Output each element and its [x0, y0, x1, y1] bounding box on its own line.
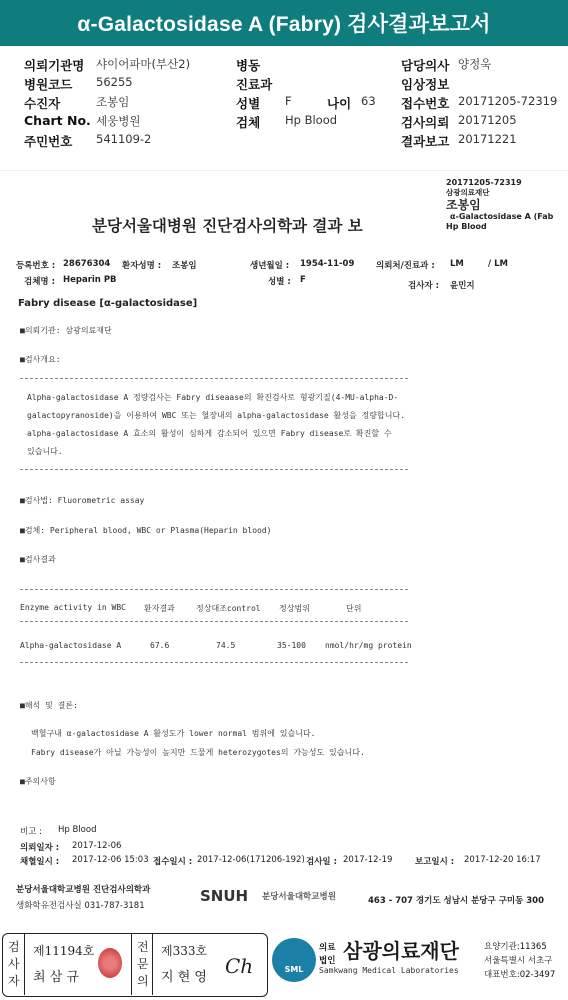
label-reg-no: 등록번호 : — [16, 261, 56, 271]
value-paper-sex: F — [300, 275, 306, 285]
inspector-name: 최 삼 규 — [33, 970, 79, 985]
info-row-5 — [0, 132, 568, 151]
table-header: 정상대조control — [196, 604, 261, 613]
test-title: Fabry disease [α-galactosidase] — [18, 298, 198, 309]
label-doctor: 담당의사 — [401, 58, 450, 73]
snuh-logo: SNUH — [200, 887, 249, 905]
specialist-label-char: 의 — [137, 974, 149, 988]
org-name-en: Samkwang Medical Laboratories — [319, 966, 459, 975]
org-prefix-1: 의료 — [319, 943, 336, 953]
label-report-date: 결과보고 — [401, 134, 450, 149]
overview-heading: ■검사개요: — [20, 355, 61, 364]
label-chart-no: Chart No. — [24, 113, 91, 128]
interpretation-heading: ■해석 및 결론: — [20, 701, 78, 710]
divider — [20, 378, 408, 379]
table-cell: 35-100 — [277, 641, 306, 650]
info-row-1 — [0, 56, 568, 75]
sticker-number: 20171205-72319 — [446, 178, 522, 187]
value-collected: 2017-12-06 15:03 — [72, 855, 149, 865]
value-examiner: 윤민지 — [450, 281, 475, 291]
scanned-report — [0, 170, 568, 928]
sticker-org: 삼광의료재단 — [446, 188, 490, 197]
signature-stamp — [2, 933, 268, 997]
label-patient-name: 환자성명 : — [122, 261, 162, 271]
label-hospital-code: 병원코드 — [24, 77, 73, 92]
footer-address: 463 - 707 경기도 성남시 분당구 구미동 300 — [368, 896, 545, 906]
value-receipt-no: 20171205-72319 — [458, 94, 558, 108]
value-resident-no: 541109-2 — [96, 132, 152, 146]
overview-line-2: galactopyranoside)을 이용하여 WBC 또는 혈장내의 alpha-galactosidase 활성을 정량합니다. — [27, 411, 406, 420]
table-cell: Alpha-galactosidase A — [20, 641, 122, 650]
table-header: 환자결과 — [144, 604, 175, 613]
overview-line-4: 있습니다. — [27, 447, 63, 456]
sml-logo-text: SML — [284, 965, 304, 974]
specialist-label-char: 전 — [137, 940, 149, 954]
org-prefix-2: 법인 — [319, 956, 336, 966]
org-name: 삼광의료재단 — [343, 939, 459, 963]
specialist-label-cell — [131, 934, 153, 995]
label-dob: 생년월일 : — [250, 261, 290, 271]
interpretation-line-2: Fabry disease가 아닐 가능성이 높지만 드물게 heterozygotes의 가능성도 있습니다. — [31, 748, 365, 757]
method-line: ■검사법: Fluorometric assay — [20, 496, 145, 505]
org-address: 서울특별시 서초구 — [484, 956, 553, 966]
value-dob: 1954-11-09 — [300, 259, 355, 269]
label-receipt-no: 접수번호 — [401, 96, 450, 111]
value-reported: 2017-12-20 16:17 — [464, 855, 541, 865]
sticker-test: α-Galactosidase A (Fab — [450, 212, 554, 221]
label-tested: 검사일 : — [306, 857, 337, 867]
sticker-specimen: Hp Blood — [446, 222, 487, 231]
hospital-title: 분당서울대병원 진단검사의학과 결과 보 — [92, 217, 363, 235]
sample-line: ■검체: Peripheral blood, WBC or Plasma(Heparin blood) — [20, 526, 272, 535]
label-reported: 보고일시 : — [415, 857, 455, 867]
value-specimen: Hp Blood — [285, 113, 338, 127]
specialist-label-char: 문 — [137, 957, 149, 971]
label-examiner: 검사자 : — [408, 281, 439, 291]
notes-heading: ■주의사항 — [20, 777, 56, 786]
inspector-label-cell — [3, 934, 25, 995]
signature-icon: Ch — [225, 954, 254, 978]
divider — [20, 621, 408, 622]
patient-info — [0, 50, 568, 150]
value-age: 63 — [361, 94, 376, 108]
referral-line: ■의뢰기관: 삼광의료재단 — [20, 326, 112, 335]
sticker-name: 조봉임 — [446, 198, 481, 212]
result-heading: ■검사결과 — [20, 555, 56, 564]
info-row-4 — [0, 113, 568, 132]
table-header: Enzyme activity in WBC — [20, 603, 126, 612]
report-title: α-Galactosidase A (Fabry) 검사결과보고서 — [0, 0, 568, 46]
label-received: 접수일시 : — [153, 857, 193, 867]
inspector-license: 제11194호 — [33, 944, 95, 958]
label-department: 진료과 — [236, 77, 273, 92]
divider — [20, 469, 408, 470]
label-specimen: 검체 — [236, 115, 261, 130]
overview-line-3: alpha-galactosidase A 효소의 활성이 심하게 감소되어 있으면 Fabry disease로 확진할 수 — [27, 429, 392, 438]
info-row-2 — [0, 75, 568, 94]
label-specimen-name: 검체명 : — [24, 277, 55, 287]
table-header: 단위 — [346, 604, 362, 613]
label-request-date: 검사의뢰 — [401, 115, 450, 130]
divider — [20, 589, 408, 590]
org-agency-code: 요양기관:11365 — [484, 942, 547, 952]
value-request-date: 20171205 — [458, 113, 517, 127]
label-ordered: 의뢰일자 : — [20, 843, 60, 853]
value-patient-name: 조봉임 — [172, 261, 197, 271]
value-remark: Hp Blood — [58, 825, 97, 835]
value-doctor: 양정욱 — [458, 57, 492, 71]
seal-icon — [98, 948, 122, 978]
table-cell: nmol/hr/mg protein — [325, 641, 412, 650]
value-patient: 조봉임 — [96, 95, 130, 109]
label-referring-org: 의뢰기관명 — [24, 58, 85, 73]
inspector-label-char: 검 — [8, 940, 20, 954]
label-resident-no: 주민번호 — [24, 134, 73, 149]
value-ordered: 2017-12-06 — [72, 841, 122, 851]
specialist-name: 지 현 영 — [161, 970, 207, 985]
org-phone: 대표번호:02-3497 — [484, 970, 556, 980]
overview-line-1: Alpha-galactosidase A 정량검사는 Fabry diseaase의 확진검사로 형광기질(4-MU-alpha-D- — [27, 393, 399, 402]
value-specimen-name: Heparin PB — [63, 275, 117, 285]
label-dept: 의뢰처/진료과 : — [376, 261, 435, 271]
footer-dept: 생화학유전검사실 031-787-3181 — [16, 901, 145, 911]
inspector-label-char: 자 — [8, 974, 20, 988]
sml-logo-icon — [272, 938, 316, 982]
value-dept-2: / LM — [488, 259, 508, 269]
table-header: 정상범위 — [279, 604, 310, 613]
value-dept: LM — [450, 259, 464, 269]
footer-hospital: 분당서울대학교병원 진단검사의학과 — [16, 885, 151, 895]
divider — [20, 662, 408, 663]
label-ward: 병동 — [236, 58, 261, 73]
label-patient: 수진자 — [24, 96, 61, 111]
value-chart-no: 세웅병원 — [96, 114, 141, 128]
interpretation-line-1: 백혈구내 α-galactosidase A 활성도가 lower normal 범위에 있습니다. — [31, 729, 316, 738]
value-received: 2017-12-06(171206-192) — [197, 855, 305, 865]
value-hospital-code: 56255 — [96, 75, 133, 89]
value-referring-org: 샤이어파마(부산2) — [96, 57, 191, 71]
specialist-license: 제333호 — [161, 944, 208, 958]
table-cell: 67.6 — [150, 641, 170, 650]
label-sex: 성별 — [236, 96, 261, 111]
value-tested: 2017-12-19 — [343, 855, 393, 865]
label-clinical-info: 임상정보 — [401, 77, 450, 92]
snuh-name: 분당서울대학교병원 — [262, 892, 336, 902]
value-reg-no: 28676304 — [63, 259, 111, 269]
info-row-3 — [0, 94, 568, 113]
inspector-label-char: 사 — [8, 957, 20, 971]
label-paper-sex: 성별 : — [268, 277, 291, 287]
value-report-date: 20171221 — [458, 132, 517, 146]
label-remark: 비고 : — [20, 827, 42, 837]
label-age: 나이 — [327, 96, 352, 111]
table-cell: 74.5 — [216, 641, 236, 650]
value-sex: F — [285, 94, 292, 108]
label-collected: 채혈일시 : — [20, 857, 60, 867]
